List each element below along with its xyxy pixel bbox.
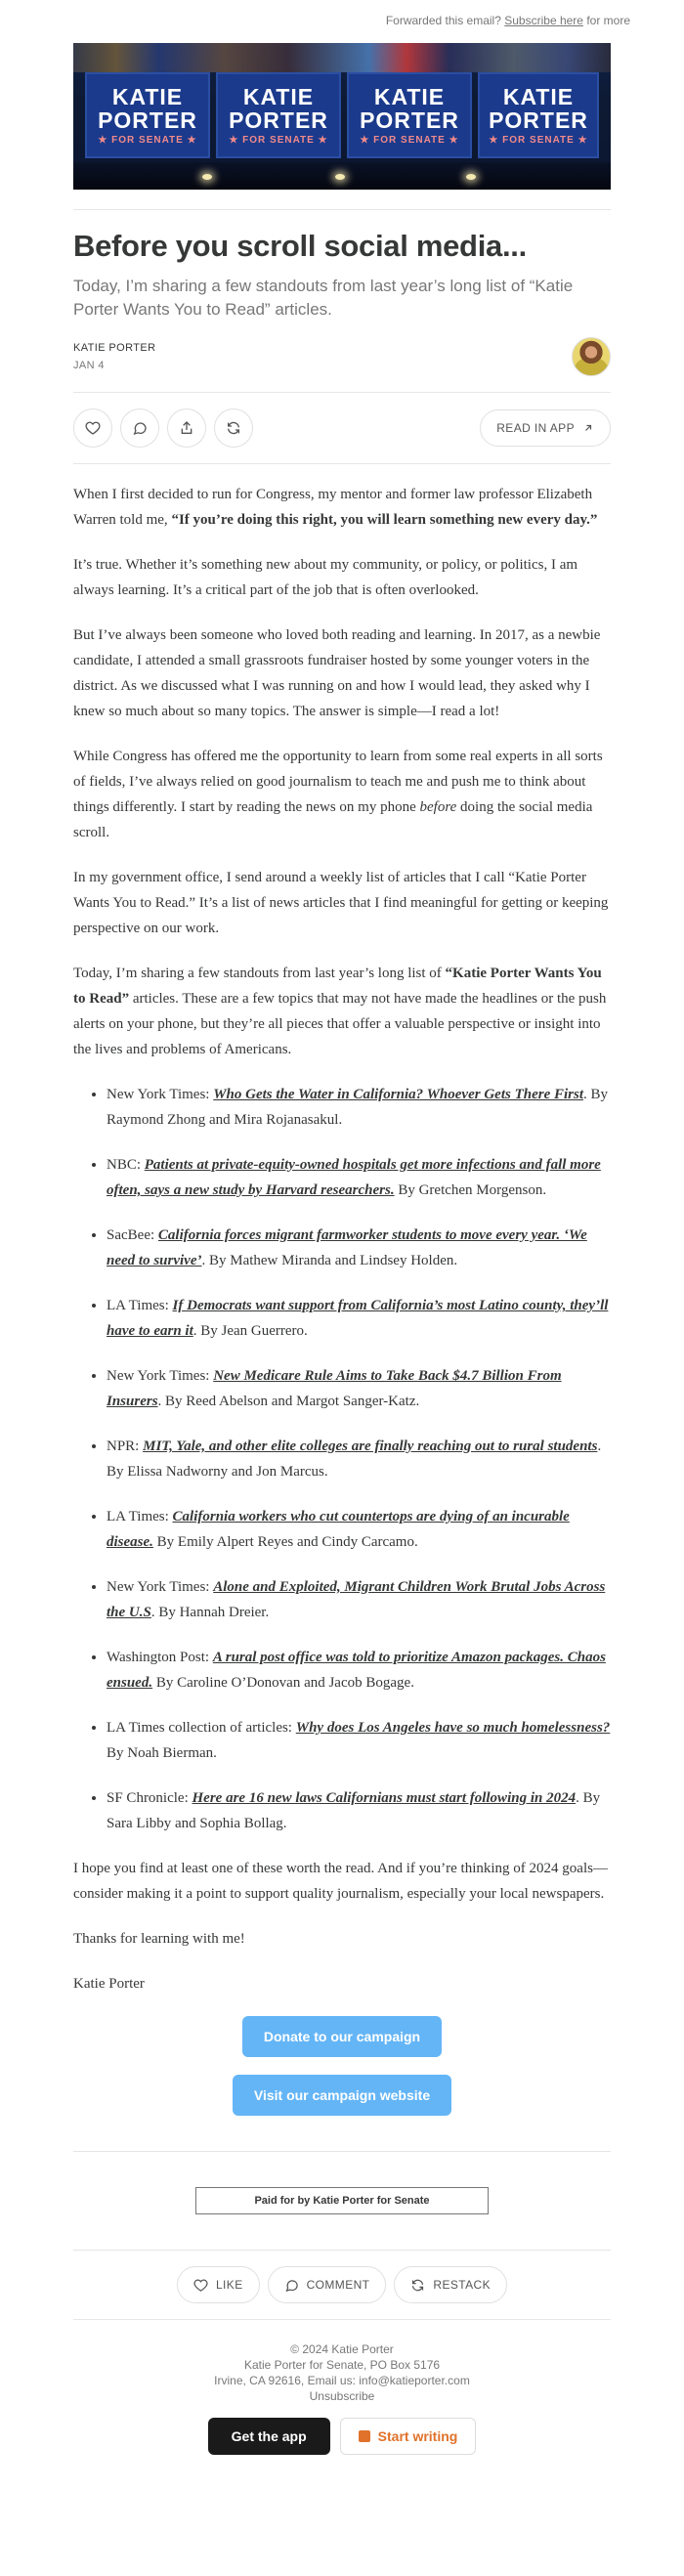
share-button[interactable]	[167, 408, 206, 448]
article-source: NBC:	[107, 1157, 145, 1173]
article-source: LA Times:	[107, 1509, 173, 1524]
article-byline: By Caroline O’Donovan and Jacob Bogage.	[152, 1675, 414, 1691]
article-byline: . By Mathew Miranda and Lindsey Holden.	[201, 1253, 458, 1268]
comment-icon	[132, 420, 148, 436]
sign-subtitle: ★ FOR SENATE ★	[360, 135, 459, 146]
campaign-sign	[85, 72, 210, 158]
app-buttons	[73, 2418, 611, 2455]
divider	[73, 2151, 611, 2152]
article-source: LA Times:	[107, 1298, 173, 1313]
campaign-sign	[347, 72, 472, 158]
stage-light	[466, 174, 476, 180]
post-title[interactable]: Before you scroll social media...	[73, 229, 527, 263]
article-list	[73, 1082, 611, 1836]
article-source: New York Times:	[107, 1087, 214, 1102]
post-body	[73, 464, 611, 1996]
read-in-app-button[interactable]	[480, 409, 611, 447]
byline	[73, 337, 611, 376]
article-byline: . By Raymond Zhong and Mira Rojanasakul.	[107, 1087, 609, 1128]
unsubscribe-link[interactable]: Unsubscribe	[309, 2389, 375, 2403]
substack-icon	[359, 2430, 370, 2442]
paragraph-text: articles. These are a few topics that may not have made the headlines or the push alerts on your phone, but they’re all pieces that offer a valuable perspective or insight into the lives and problems of Americans.	[73, 991, 607, 1057]
hero-image[interactable]	[73, 43, 611, 190]
forward-note-prefix: Forwarded this email?	[385, 14, 501, 27]
paragraph-text: When I first decided to run for Congress, my mentor and former law professor Elizabeth Warren told me,	[73, 487, 593, 528]
sign-last-name: PORTER	[489, 107, 588, 133]
article-link[interactable]: MIT, Yale, and other elite colleges are finally reaching out to rural students	[143, 1438, 598, 1454]
visit-row	[73, 2075, 611, 2116]
sign-first-name: KATIE	[373, 84, 446, 109]
paragraph: I hope you find at least one of these worth the read. And if you’re thinking of 2024 goals—consider making it a point to support quality journalism, especially your local newspapers.	[73, 1861, 608, 1902]
paragraph: In my government office, I send around a weekly list of articles that I call “Katie Porter Wants You to Read.” It’s a list of news articles that I find meaningful for getting or keeping perspective on our work.	[73, 870, 609, 936]
article-link[interactable]: California workers who cut countertops are dying of an incurable disease.	[107, 1509, 570, 1550]
emphasis: before	[419, 799, 457, 815]
list-item	[107, 1152, 611, 1203]
list-item	[107, 1082, 611, 1133]
post-subtitle: Today, I’m sharing a few standouts from last year’s long list of “Katie Porter Wants You to Read” articles.	[73, 277, 574, 319]
sign-subtitle: ★ FOR SENATE ★	[229, 135, 328, 146]
stage-light	[335, 174, 345, 180]
restack-icon	[226, 420, 241, 436]
footer-address: Irvine, CA 92616, Email us: info@katieporter.com	[214, 2374, 470, 2387]
restack-label: RESTACK	[433, 2278, 491, 2292]
sign-last-name: PORTER	[360, 107, 459, 133]
article-link[interactable]: Here are 16 new laws Californians must start following in 2024	[192, 1790, 577, 1806]
campaign-sign	[478, 72, 599, 158]
engagement-bar	[73, 2251, 611, 2319]
paid-for-disclaimer: Paid for by Katie Porter for Senate	[195, 2187, 489, 2214]
list-item	[107, 1504, 611, 1555]
start-writing-label: Start writing	[377, 2428, 458, 2444]
divider	[73, 209, 611, 210]
article-byline: By Emily Alpert Reyes and Cindy Carcamo.	[152, 1534, 418, 1550]
article-source: NPR:	[107, 1438, 144, 1454]
comment-icon	[284, 2278, 299, 2293]
article-byline: . By Elissa Nadworny and Jon Marcus.	[107, 1438, 602, 1480]
donate-button[interactable]: Donate to our campaign	[242, 2016, 442, 2057]
sign-last-name: PORTER	[98, 107, 197, 133]
list-item	[107, 1223, 611, 1273]
like-label: LIKE	[215, 2278, 243, 2292]
forward-note	[0, 0, 684, 43]
article-byline: By Gretchen Morgenson.	[394, 1182, 547, 1198]
post-container	[73, 43, 611, 2455]
sign-first-name: KATIE	[111, 84, 184, 109]
subscribe-link[interactable]: Subscribe here	[504, 14, 583, 27]
get-app-button[interactable]: Get the app	[208, 2418, 330, 2455]
paragraph: Thanks for learning with me!	[73, 1931, 245, 1947]
article-byline: . By Reed Abelson and Margot Sanger-Katz.	[157, 1394, 420, 1409]
article-byline: By Noah Bierman.	[107, 1745, 217, 1761]
sign-subtitle: ★ FOR SENATE ★	[98, 135, 197, 146]
paragraph	[73, 744, 611, 845]
article-link[interactable]: New Medicare Rule Aims to Take Back $4.7 Billion From Insurers	[107, 1368, 562, 1409]
restack-button[interactable]	[214, 408, 253, 448]
campaign-sign	[216, 72, 341, 158]
action-bar	[73, 393, 611, 463]
article-source: Washington Post:	[107, 1650, 213, 1665]
article-source: SacBee:	[107, 1227, 158, 1243]
list-item	[107, 1293, 611, 1344]
list-item	[107, 1574, 611, 1625]
paragraph-text: While Congress has offered me the opportunity to learn from some real experts in all sorts of fields, I’ve always relied on good journalism to teach me and push me to think about things differently. I start by reading the news on my phone	[73, 749, 603, 815]
start-writing-button[interactable]	[340, 2418, 477, 2455]
donate-row	[73, 2016, 611, 2057]
comment-button[interactable]	[120, 408, 159, 448]
list-item	[107, 1715, 611, 1766]
article-source: New York Times:	[107, 1368, 214, 1384]
article-source: LA Times collection of articles:	[107, 1720, 296, 1736]
warren-quote: “If you’re doing this right, you will learn something new every day.”	[171, 512, 598, 528]
article-byline: . By Jean Guerrero.	[192, 1323, 308, 1339]
signoff: Katie Porter	[73, 1976, 145, 1992]
article-byline: . By Hannah Dreier.	[150, 1605, 270, 1620]
arrow-up-right-icon	[582, 422, 594, 434]
byline-text	[73, 342, 155, 371]
list-item	[107, 1645, 611, 1696]
visit-website-button[interactable]: Visit our campaign website	[233, 2075, 451, 2116]
footer	[73, 2320, 611, 2455]
article-link[interactable]: California forces migrant farmworker students to move every year. ‘We need to survive’	[107, 1227, 587, 1268]
comment-pill-button[interactable]	[268, 2266, 387, 2303]
article-link[interactable]: Patients at private-equity-owned hospitals get more infections and fall more often, says a new study by Harvard researchers.	[107, 1157, 601, 1198]
comment-label: COMMENT	[306, 2278, 370, 2292]
stage-light	[202, 174, 212, 180]
list-item	[107, 1434, 611, 1484]
like-button[interactable]	[73, 408, 112, 448]
paragraph: It’s true. Whether it’s something new about my community, or policy, or politics, I am always learning. It’s a critical part of the job that is often overlooked.	[73, 557, 578, 598]
action-icons	[73, 408, 253, 448]
list-item	[107, 1363, 611, 1414]
copyright: © 2024 Katie Porter	[290, 2342, 394, 2356]
list-item	[107, 1785, 611, 1836]
article-source: New York Times:	[107, 1579, 214, 1595]
forward-note-suffix: for more	[586, 14, 630, 27]
sign-last-name: PORTER	[229, 107, 328, 133]
series-name: “Katie Porter Wants You to Read”	[73, 966, 602, 1007]
paragraph	[73, 961, 611, 1062]
paragraph	[73, 482, 611, 533]
heart-icon	[193, 2278, 208, 2293]
author-name[interactable]: KATIE PORTER	[73, 342, 156, 354]
article-link[interactable]: Alone and Exploited, Migrant Children Work Brutal Jobs Across the U.S	[107, 1579, 606, 1620]
article-link[interactable]: If Democrats want support from California’s most Latino county, they’ll have to earn it	[107, 1298, 609, 1339]
paragraph: But I’ve always been someone who loved both reading and learning. In 2017, as a newbie candidate, I attended a small grassroots fundraiser hosted by some younger voters in the district. As we discussed what I was running on and how I would lead, they asked why I knew so much about so many topics. The answer is simple—I read a lot!	[73, 627, 601, 719]
restack-pill-button[interactable]	[394, 2266, 507, 2303]
article-source: SF Chronicle:	[107, 1790, 192, 1806]
heart-icon	[85, 420, 101, 436]
author-avatar[interactable]	[572, 337, 611, 376]
post-date: JAN 4	[73, 360, 105, 371]
footer-org: Katie Porter for Senate, PO Box 5176	[243, 2358, 441, 2372]
paragraph-text: Today, I’m sharing a few standouts from last year’s long list of	[73, 966, 446, 981]
article-byline: . By Sara Libby and Sophia Bollag.	[107, 1790, 601, 1831]
article-link[interactable]: Why does Los Angeles have so much homelessness?	[295, 1720, 611, 1736]
article-link[interactable]: Who Gets the Water in California? Whoever Gets There First	[213, 1087, 584, 1102]
restack-icon	[410, 2278, 425, 2293]
like-pill-button[interactable]	[177, 2266, 260, 2303]
share-icon	[179, 420, 194, 436]
sign-first-name: KATIE	[242, 84, 315, 109]
hero-background	[73, 43, 611, 72]
sign-first-name: KATIE	[502, 84, 575, 109]
article-link[interactable]: A rural post office was told to prioritize Amazon packages. Chaos ensued.	[107, 1650, 606, 1691]
sign-subtitle: ★ FOR SENATE ★	[489, 135, 588, 146]
paragraph-text: doing the social media scroll.	[73, 799, 593, 840]
read-in-app-label: READ IN APP	[496, 421, 575, 435]
